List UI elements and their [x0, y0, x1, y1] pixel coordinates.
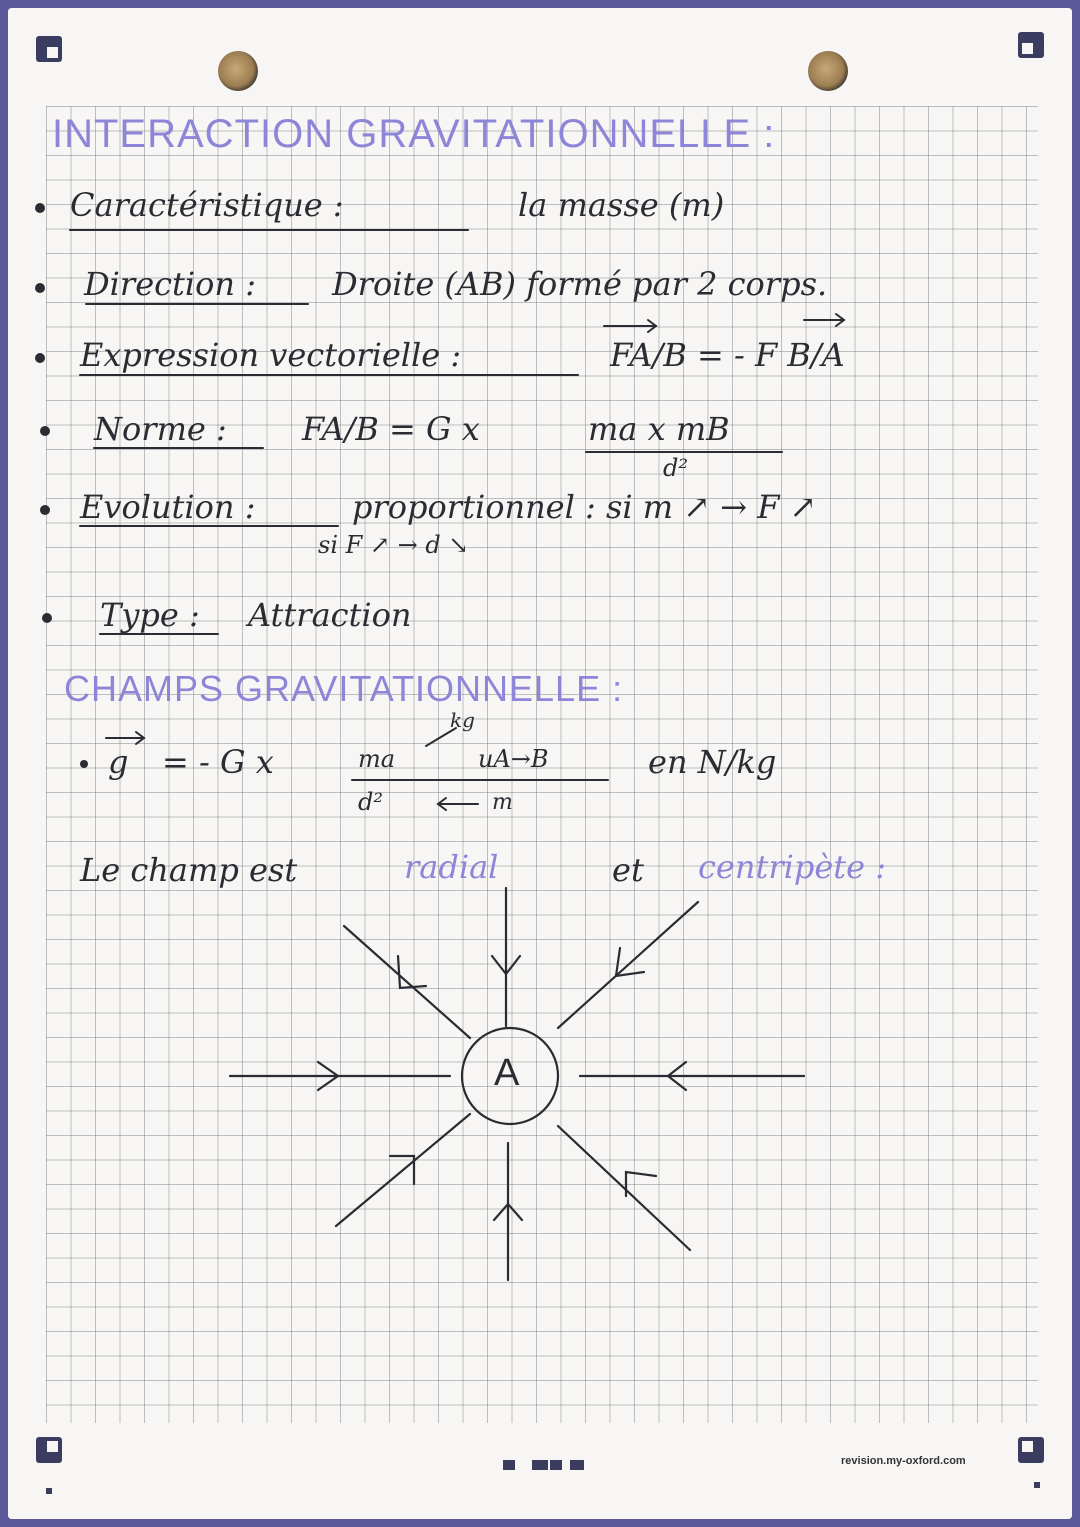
- handwriting-strokes: [8, 8, 1072, 1519]
- note-m: m: [492, 790, 513, 815]
- sentence-centripete: centripète :: [698, 848, 887, 886]
- field-unit-vector: uA→B: [478, 745, 549, 773]
- field-formula: = - G x: [162, 743, 274, 781]
- norme-formula: FA/B = G x: [302, 410, 480, 448]
- section-title-champs: CHAMPS GRAVITATIONNELLE :: [64, 668, 624, 709]
- sentence-et: et: [612, 851, 644, 889]
- expression-value: FA/B = - F B/A: [610, 336, 845, 374]
- type-label: Type :: [100, 596, 200, 634]
- norme-numerator: ma x mB: [588, 410, 730, 448]
- direction-value: Droite (AB) formé par 2 corps.: [332, 265, 828, 303]
- expression-label: Expression vectorielle :: [80, 336, 462, 374]
- caracteristique-label: Caractéristique :: [70, 186, 344, 224]
- caracteristique-value: la masse (m): [518, 186, 725, 224]
- norme-label: Norme :: [94, 410, 227, 448]
- diagram-center-label: A: [494, 1052, 520, 1094]
- field-numerator: ma: [358, 745, 396, 773]
- evolution-label: Evolution :: [80, 488, 256, 526]
- norme-denominator: d²: [663, 454, 688, 482]
- sentence-start: Le champ est: [80, 851, 298, 889]
- field-unit: en N/kg: [648, 743, 777, 781]
- evolution-sub: si F ↗ → d ↘: [318, 531, 469, 559]
- evolution-value: proportionnel : si m ↗ → F ↗: [352, 488, 817, 526]
- sentence-radial: radial: [404, 848, 499, 886]
- notebook-page: [8, 8, 1072, 1519]
- field-denominator: d²: [358, 788, 383, 816]
- type-value: Attraction: [248, 596, 412, 634]
- direction-label: Direction :: [84, 265, 256, 303]
- field-vector: g: [108, 743, 129, 781]
- note-kg: kg: [450, 708, 475, 732]
- footer-brand: revision.my-oxford.com: [841, 1455, 966, 1467]
- section-title-interaction: INTERACTION GRAVITATIONNELLE :: [52, 112, 776, 156]
